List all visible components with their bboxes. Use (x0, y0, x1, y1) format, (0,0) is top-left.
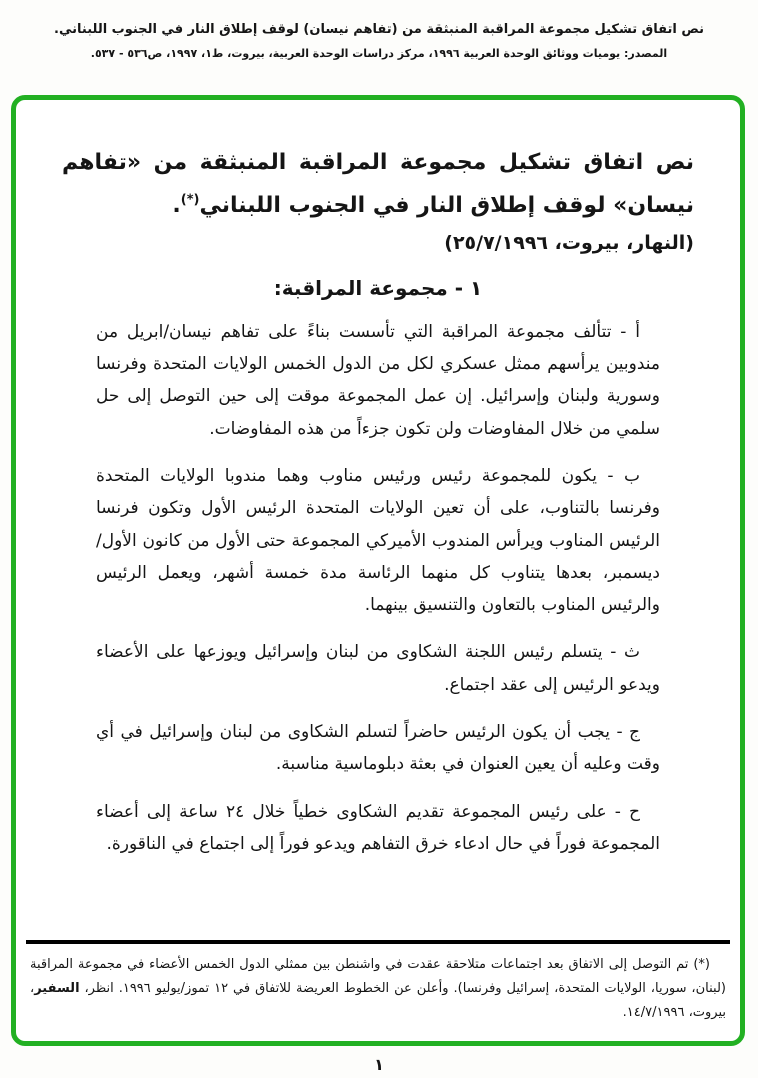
document-title (62, 142, 694, 228)
footnote-section (26, 940, 730, 1025)
document-title-period: . (172, 192, 181, 218)
section-heading: ١ - مجموعة المراقبة: (273, 275, 483, 300)
document-paragraph: ح - على رئيس المجموعة تقديم الشكاوى خطياً خلال ٢٤ ساعة إلى أعضاء المجموعة فوراً في حال ادعاء خرق التفاهم ويدعو فوراً إلى اجتماع في الناقورة. (96, 801, 660, 854)
header-source-line: المصدر: يوميات ووثائق الوحدة العربية ١٩٩٦، مركز دراسات الوحدة العربية، بيروت، ط١، ١٩٩٧، ص٥٣٦ - ٥٣٧. (90, 46, 668, 60)
page-number: ١ (374, 1055, 384, 1074)
footnote-text (26, 953, 730, 1025)
document-body (96, 316, 660, 875)
document-paragraph: ج - يجب أن يكون الرئيس حاضراً لتسلم الشكاوى من لبنان وإسرائيل في أي وقت وعليه أن يعين العنوان في بعثة دبلوماسية مناسبة. (96, 722, 660, 775)
document-paragraph: أ - تتألف مجموعة المراقبة التي تأسست بناءً على تفاهم نيسان/ابريل من مندوبين يرأسهم ممثل عسكري لكل من الدول الخمس الولايات المتحدة وفرنسا وسورية ولبنان وإسرائيل. إن عمل المجموعة موقت إلى حين التوصل إلى حل سلمي من خلال المفاوضات ولن تكون جزءاً من هذه المفاوضات. (96, 321, 660, 439)
document-byline: (النهار، بيروت، ٢٥/٧/١٩٩٦) (444, 231, 694, 254)
footnote-lead: (*) تم التوصل إلى الاتفاق بعد اجتماعات متلاحقة عقدت في واشنطن بين ممثلي الدول الخمس الأعضاء في مجموعة المراقبة (لبنان، سوريا، الولايات المتحدة، إسرائيل وفرنسا). وأعلن عن الخطوط العريضة للاتفاق في ١٢ تموز/يوليو ١٩٩٦. انظر، (30, 956, 726, 996)
footnote-marker: (*) (180, 192, 200, 208)
document-frame (11, 95, 745, 1046)
footnote-tail: ، بيروت، ١٤/٧/١٩٩٦. (30, 980, 726, 1020)
page-header (22, 20, 736, 62)
header-title: نص اتفاق تشكيل مجموعة المراقبة المنبثقة من (تفاهم نيسان) لوقف إطلاق النار في الجنوب اللبناني. (54, 22, 704, 37)
footnote-divider (26, 940, 730, 944)
footnote-source-name: السفير (34, 980, 80, 996)
document-title-text: نص اتفاق تشكيل مجموعة المراقبة المنبثقة من «تفاهم نيسان» لوقف إطلاق النار في الجنوب اللبناني (62, 150, 694, 218)
document-content (16, 100, 740, 1041)
document-paragraph: ب - يكون للمجموعة رئيس ورئيس مناوب وهما مندوبا الولايات المتحدة وفرنسا بالتناوب، على أن تعين الولايات المتحدة الرئيس الأول وتكون فرنسا الرئيس المناوب ويرأس المندوب الأميركي المجموعة حتى الأول من كانون الأول/ديسمبر، بعدها يتناوب كل منهما الرئاسة مدة خمسة أشهر، ويعمل الرئيس والرئيس المناوب بالتعاون والتنسيق بينهما. (96, 465, 660, 616)
document-paragraph: ث - يتسلم رئيس اللجنة الشكاوى من لبنان وإسرائيل ويوزعها على الأعضاء ويدعو الرئيس إلى عقد اجتماع. (96, 642, 660, 695)
